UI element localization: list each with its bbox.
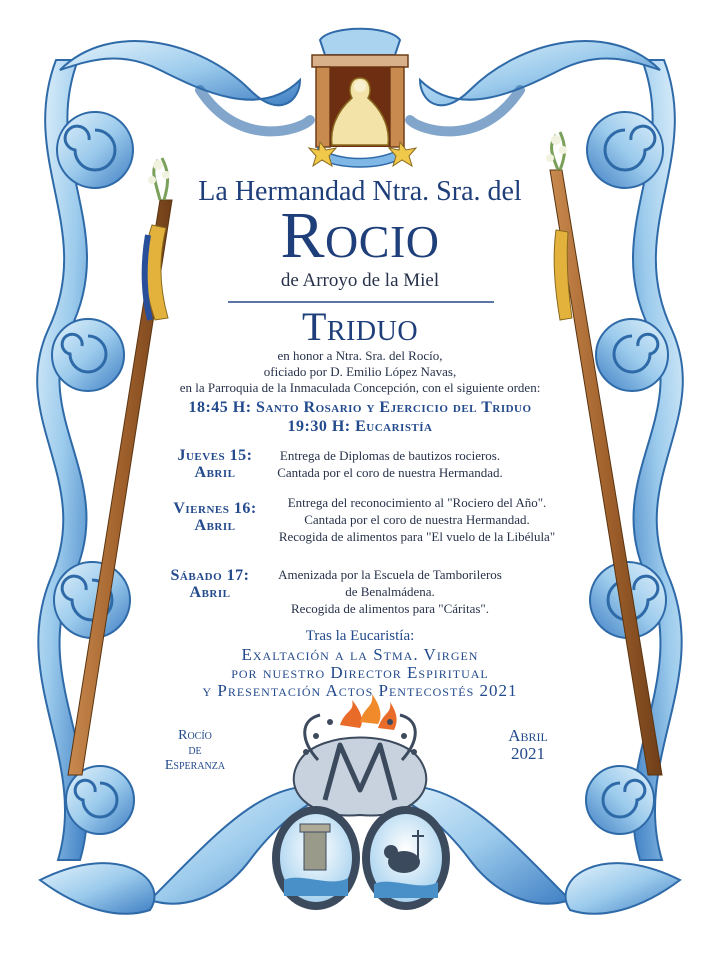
day-name: Jueves 15: (177, 447, 253, 464)
detail-line: Amenizada por la Escuela de Tamborileros (278, 567, 502, 582)
intro-line: en la Parroquia de la Inmaculada Concepción, con el siguiente orden: (179, 380, 541, 395)
closing-line: Exaltación a la Stma. Virgen (241, 645, 479, 664)
schedule (0, 398, 720, 436)
closing-line: por nuestro Director Espiritual (231, 663, 489, 682)
detail-line: Cantada por el coro de nuestra Hermandad. (277, 465, 503, 480)
day-name: Viernes 16: (173, 500, 257, 517)
schedule-line: 18:45 H: Santo Rosario y Ejercicio del Triduo (188, 399, 532, 416)
day-label (160, 500, 270, 534)
triduo-intro (0, 348, 720, 396)
triduo-title: Triduo (301, 304, 419, 349)
day-month: Abril (194, 464, 236, 481)
detail-line: Recogida de alimentos para "Cáritas". (291, 601, 489, 616)
shield-tower-icon (272, 806, 360, 910)
footer-left (150, 728, 240, 773)
footer-right-line: Abril (508, 726, 548, 745)
monogram-emblem-icon (294, 694, 427, 816)
day-label (160, 447, 270, 481)
day-details (262, 494, 572, 545)
header-line3: de Arroyo de la Miel (280, 270, 440, 291)
closing-line: y Presentación Actos Pentecostés 2021 (202, 681, 518, 700)
day-month: Abril (194, 517, 236, 534)
day-month: Abril (189, 584, 231, 601)
detail-line: de Benalmádena. (345, 584, 435, 599)
footer-right-line: 2021 (511, 744, 545, 763)
closing-intro: Tras la Eucaristía: (305, 628, 415, 644)
intro-line: oficiado por D. Emilio López Navas, (263, 364, 457, 379)
day-name: Sábado 17: (170, 567, 250, 584)
closing-lines (0, 646, 720, 700)
day-label (150, 567, 270, 601)
page-title: Rocio (280, 199, 440, 272)
virgin-shrine-icon (309, 29, 416, 167)
footer-left-line: Rocío (178, 728, 212, 743)
detail-line: Entrega de Diplomas de bautizos rocieros. (279, 448, 501, 463)
schedule-line: 19:30 H: Eucaristía (287, 418, 433, 435)
day-details (255, 566, 525, 617)
footer-left-line: de (188, 743, 202, 758)
detail-line: Entrega del reconocimiento al "Rociero del Año". (287, 495, 547, 510)
detail-line: Recogida de alimentos para "El vuelo de la Libélula" (278, 529, 556, 544)
detail-line: Cantada por el coro de nuestra Hermandad. (304, 512, 530, 527)
footer-left-line: Esperanza (164, 758, 226, 773)
intro-line: en honor a Ntra. Sra. del Rocío, (277, 348, 443, 363)
shield-lamb-icon (362, 806, 450, 910)
header-line1: La Hermandad Ntra. Sra. del (198, 176, 522, 207)
footer-right (488, 727, 568, 763)
day-details (255, 447, 525, 481)
